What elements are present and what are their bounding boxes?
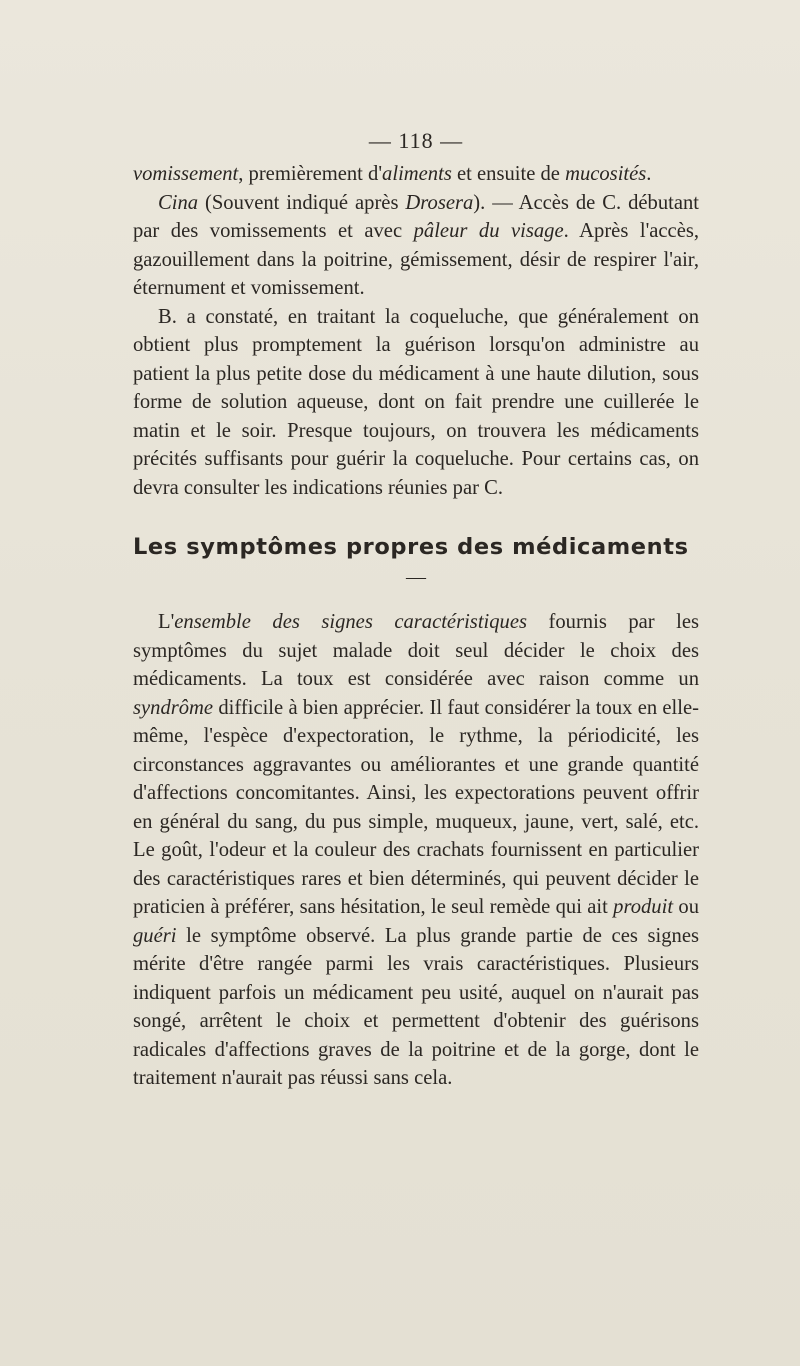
italic-term: syndrôme <box>133 696 214 719</box>
text-run: et ensuite de <box>451 163 566 185</box>
paragraph-cina <box>133 189 699 303</box>
italic-term: mucosités <box>565 163 647 185</box>
text-run: le symptôme observé. La plus grande partie de ces signes mérite d'être rangée parmi les vrais caractéristiques. Plusieurs indiquent parfois un médicament peu usité, auquel on n'aurait pas songé, arrêtent le choix et permettent d'obtenir des guérisons radicales d'affections graves de la poitrine et de la gorge, dont le traitement n'aurait pas réussi sans cela. <box>133 924 699 1089</box>
italic-term: pâleur du visage <box>413 220 564 242</box>
text-run: difficile à bien apprécier. Il faut considérer la toux en elle-même, l'espèce d'expectoration, le rythme, la périodicité, les circonstances aggravantes ou améliorantes et une grande quantité d'affections concomitantes. Ainsi, les expectorations peuvent offrir en général du sang, du pus simple, muqueux, jaune, vert, salé, etc. Le goût, l'odeur et la couleur des crachats fournissent en particulier des caractéristiques rares et bien déterminés, qui peuvent décider le praticien à préférer, sans hésitation, le seul remède qui ait <box>133 696 699 918</box>
italic-term: ensemble des signes caractéristiques <box>174 611 528 633</box>
remedy-name: Drosera <box>405 191 474 214</box>
italic-term: guéri <box>133 924 177 947</box>
heading-dash: — <box>406 566 426 588</box>
text-run: (Souvent indiqué après <box>198 191 406 214</box>
italic-term: aliments <box>382 163 452 185</box>
text-run: L' <box>158 611 175 633</box>
paragraph-vomissement <box>133 160 699 189</box>
section-heading: Les symptômes propres des médicaments <box>133 534 689 560</box>
text-run: . <box>646 163 652 185</box>
text-run: , premièrement d' <box>238 163 383 185</box>
page-number: — 118 — <box>368 128 464 153</box>
text-run: ). — Accès de C. débutant par des vomissements et avec <box>133 191 699 242</box>
italic-term: vomissement <box>133 163 239 185</box>
text-run: ou <box>673 896 699 918</box>
italic-term: produit <box>613 896 674 918</box>
remedy-name: Cina <box>158 191 199 214</box>
paragraph-symptoms <box>133 608 699 1093</box>
text-run: fournis par les symptômes du sujet malade doit seul décider le choix des médicaments. La toux est considérée avec raison comme un <box>133 611 699 690</box>
page-content <box>133 128 699 1093</box>
text-run: . Après l'accès, gazouillement dans la poitrine, gémissement, désir de respirer l'air, éternument et vomissement. <box>133 220 700 299</box>
paragraph-treatment: B. a constaté, en traitant la coqueluche, que généralement on obtient plus promptement la guérison lorsqu'on administre au patient la plus petite dose du médicament à une haute dilution, sous forme de solution aqueuse, dont on fait prendre une cuillerée le matin et le soir. Presque toujours, on trouvera les médicaments précités suffisants pour guérir la coqueluche. Pour certains cas, on devra consulter les indications réunies par C. <box>133 305 699 499</box>
